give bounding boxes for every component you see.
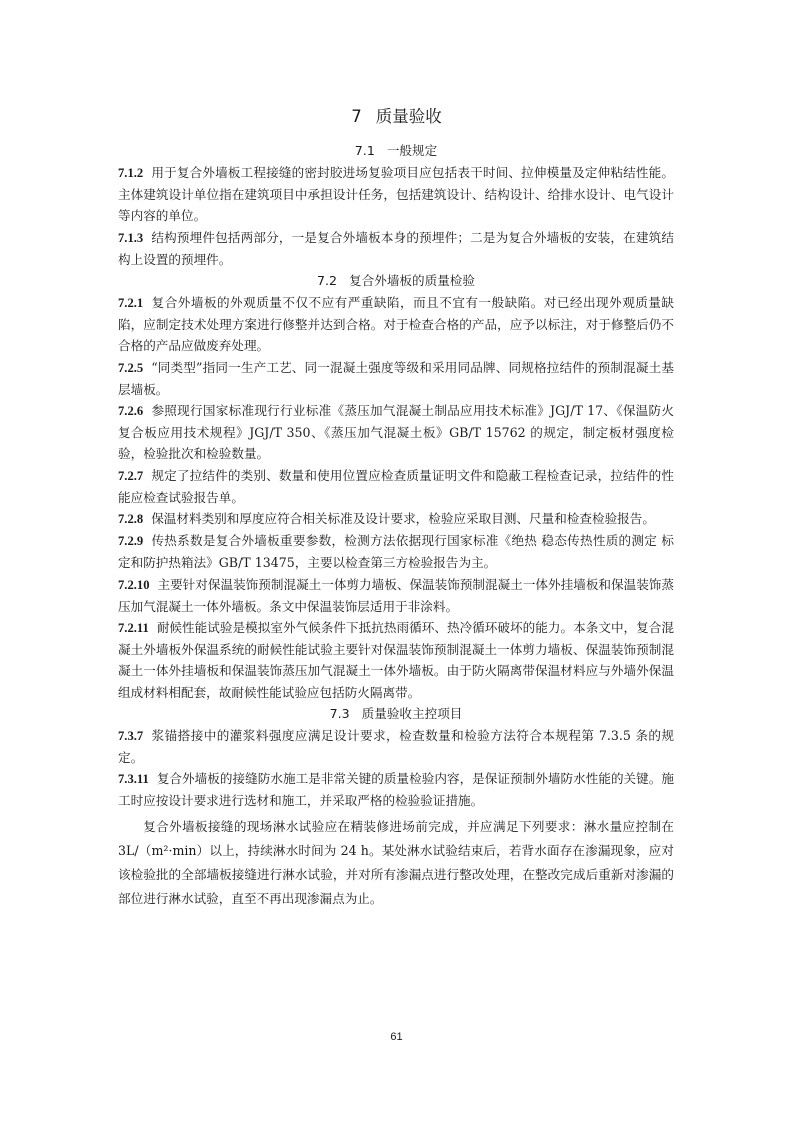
clause-text: 复合外墙板的外观质量不仅不应有严重缺陷，而且不宜有一般缺陷。对已经出现外观质量缺陷，应制定技术处理方案进行修整并达到合格。对于检查合格的产品，应予以标注，对于修整后仍不合格的产品应做废弃处理。: [118, 295, 674, 354]
clause-number: 7.3.7: [118, 728, 144, 743]
clause-text: 浆锚搭接中的灌浆料强度应满足设计要求，检查数量和检验方法符合本规程第 7.3.5 条的规定。: [118, 727, 674, 766]
clause: [118, 292, 674, 357]
section-title: 质量验收主控项目: [361, 705, 463, 721]
section-heading: [118, 704, 674, 724]
clause-text: 结构预埋件包括两部分，一是复合外墙板本身的预埋件；二是为复合外墙板的安装，在建筑结构上设置的预埋件。: [118, 229, 674, 267]
section-number: 7.3: [329, 705, 350, 721]
section-heading: [118, 271, 674, 291]
clause: [118, 530, 674, 573]
section-title: 复合外墙板的质量检验: [349, 273, 475, 289]
clause-text: “同类型”指同一生产工艺、同一混凝土强度等级和采用同品牌、同规格拉结件的预制混凝土基层墙板。: [118, 359, 674, 397]
clause-number: 7.1.3: [118, 230, 144, 245]
clause-text: 传热系数是复合外墙板重要参数，检测方法依据现行国家标准《绝热 稳态传热性质的测定 标定和防护热箱法》GB/T 13475，主要以检查第三方检验报告为主。: [118, 533, 674, 571]
section-number: 7.1: [354, 143, 375, 158]
clause: [118, 162, 674, 227]
clause-number: 7.2.7: [118, 468, 144, 483]
clause-number: 7.2.9: [118, 534, 144, 549]
clause-text: 耐候性能试验是模拟室外气候条件下抵抗热雨循环、热冷循环破坏的能力。本条文中，复合混凝土外墙板外保温系统的耐候性能试验主要针对保温装饰预制混凝土一体剪力墙板、保温装饰预制混凝土一体外挂墙板和保温装饰蒸压加气混凝土一体外墙板。由于防火隔离带保温材料应与外墙外保温组成材料相配套，故耐候性能试验应包括防火隔离带。: [118, 620, 674, 700]
clause-number: 7.1.2: [118, 166, 144, 180]
section-title: 一般规定: [386, 143, 438, 158]
clause-text: 复合外墙板的接缝防水施工是非常关键的质量检验内容，是保证预制外墙防水性能的关键。施工时应按设计要求进行选材和施工，并采取严格的检验验证措施。: [118, 771, 674, 809]
clause-number: 7.2.11: [118, 621, 149, 636]
clause-text: 保温材料类别和厚度应符合相关标准及设计要求，检验应采取目测、尺量和检查检验报告。: [151, 511, 655, 527]
clause-number: 7.2.10: [118, 577, 150, 592]
clause: [118, 465, 674, 508]
document-body: [118, 140, 674, 911]
clause-text: 参照现行国家标准现行行业标准《蒸压加气混凝土制品应用技术标准》JGJ/T 17、《保温防火复合板应用技术规程》JGJ/T 350、《蒸压加气混凝土板》GB/T 15762 的规定，制定板材强度检验，检验批次和检验数量。: [118, 403, 674, 462]
clause-number: 7.2.5: [118, 360, 144, 375]
clause: [118, 508, 674, 530]
clause: [118, 574, 674, 617]
chapter-number: 7: [351, 107, 362, 126]
clause-number: 7.2.8: [118, 512, 144, 527]
section-heading: [118, 141, 674, 161]
section-number: 7.2: [317, 273, 338, 289]
clause: [118, 227, 674, 270]
clause-number: 7.2.6: [118, 404, 144, 419]
chapter-title: 质量验收: [375, 107, 442, 126]
body-paragraph: 复合外墙板接缝的现场淋水试验应在精装修进场前完成，并应满足下列要求：淋水量应控制在 3L/（m²·min）以上，持续淋水时间为 24 h。某处淋水试验结束后，若背水面存在渗漏现象，应对该检验批的全部墙板接缝进行淋水试验，并对所有渗漏点进行整改处理，在整改完成后重新对渗漏的部位进行淋水试验，直至不再出现渗漏点为止。: [118, 818, 674, 906]
clause-number: 7.3.11: [118, 772, 149, 787]
clause: [118, 400, 674, 465]
clause-text: 主要针对保温装饰预制混凝土一体剪力墙板、保温装饰预制混凝土一体外挂墙板和保温装饰蒸压加气混凝土一体外墙板。条文中保温装饰层适用于非涂料。: [118, 576, 674, 614]
clause-text: 用于复合外墙板工程接缝的密封胶进场复验项目应包括表干时间、拉伸模量及定伸粘结性能。主体建筑设计单位指在建筑项目中承担设计任务，包括建筑设计、结构设计、给排水设计、电气设计等内容的单位。: [118, 165, 674, 224]
clause: [118, 617, 674, 703]
clause-number: 7.2.1: [118, 296, 144, 311]
clause: [118, 725, 674, 768]
clause: [118, 768, 674, 811]
page-number: 61: [390, 1031, 403, 1043]
clause-text: 规定了拉结件的类别、数量和使用位置应检查质量证明文件和隐蔽工程检查记录，拉结件的性能应检查试验报告单。: [118, 467, 674, 505]
clause: [118, 357, 674, 400]
chapter-heading: [0, 106, 793, 128]
